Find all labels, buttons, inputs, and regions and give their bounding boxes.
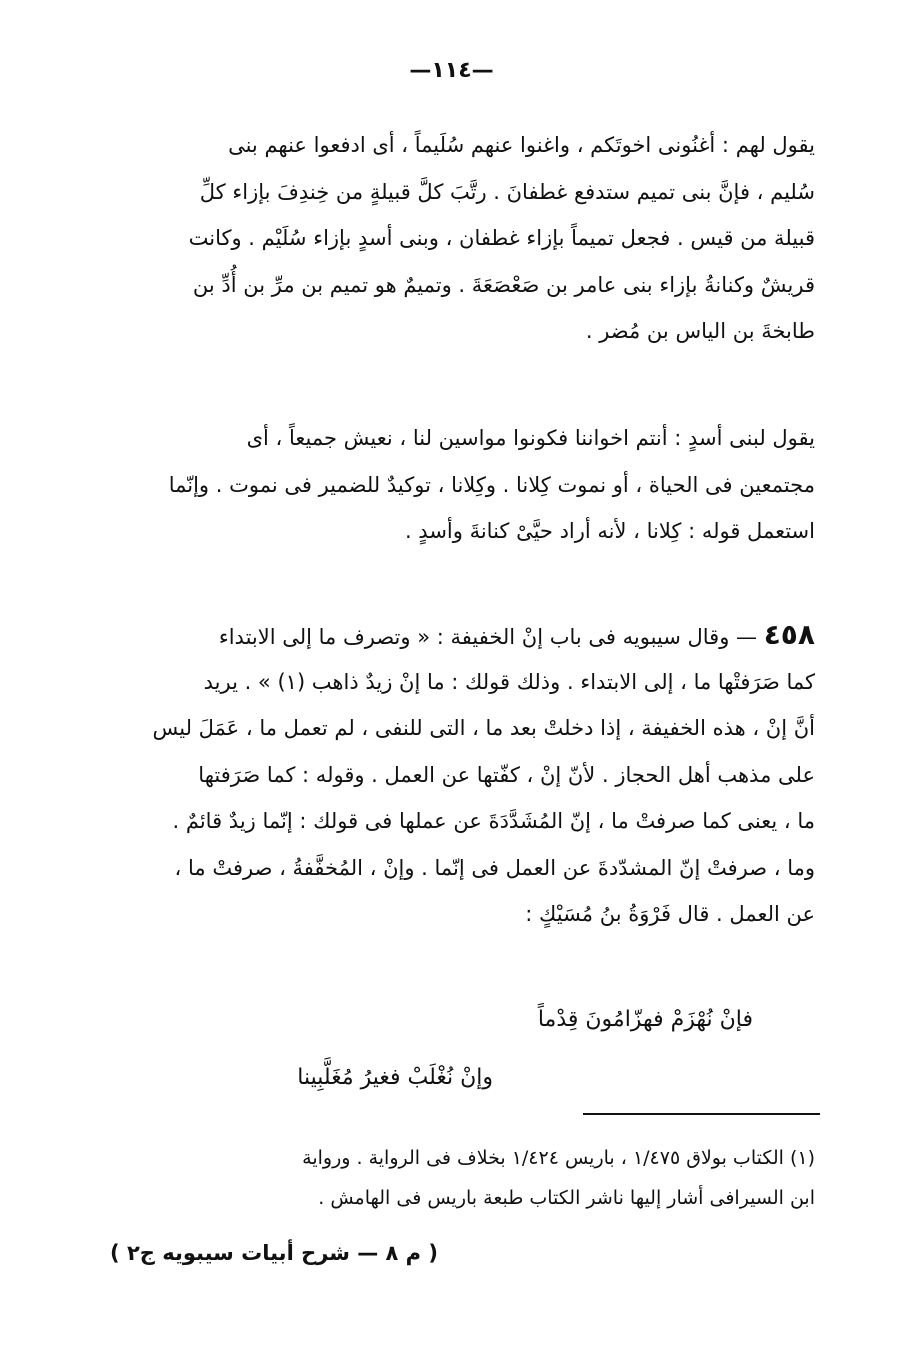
footnote <box>126 1138 815 1218</box>
verse-line-2: وإنْ نُغْلَبْ فغيرُ مُغَلَّبِينا <box>297 1065 493 1090</box>
paragraph-line: يقول لهم : أغنُونى اخوتَكم ، واغنوا عنهم سُلَيماً ، أى ادفعوا عنهم بنى <box>228 133 815 157</box>
paragraph-3 <box>126 612 815 938</box>
paragraph-line-text: — وقال سيبويه فى باب إنْ الخفيفة : « وتصرف ما إلى الابتداء <box>218 625 758 649</box>
paragraph-2 <box>126 415 815 555</box>
paragraph-line: كما صَرَفتْها ما ، إلى الابتداء . وذلك قولك : ما إنْ زيدٌ ذاهب (١) » . يريد <box>203 669 815 694</box>
signature-mark: ( م ٨ — شرح أبيات سيبويه ج٢ ) <box>110 1241 438 1265</box>
paragraph-line: عن العمل . قال فَرْوَةُ بنُ مُسَيْكٍ : <box>525 902 815 926</box>
footnote-line: (١) الكتاب بولاق ١/٤٧٥ ، باريس ١/٤٢٤ بخلاف فى الرواية . ورواية <box>302 1147 815 1169</box>
paragraph-line: قبيلة من قيس . فجعل تميماً بإزاء غطفان ، وبنى أسدٍ بإزاء سُلَيْم . وكانت <box>188 226 815 250</box>
paragraph-line: وما ، صرفتْ إنّ المشدّدةَ عن العمل فى إنّما . وإنْ ، المُخفَّفةُ ، صرفتْ ما ، <box>174 855 815 880</box>
paragraph-line: ما ، يعنى كما صرفتْ ما ، إنّ المُشَدَّدَةَ عن عملها فى قولك : إنّما زيدٌ قائمٌ . <box>172 809 815 833</box>
footnote-line: ابن السيرافى أشار إليها ناشر الكتاب طبعة باريس فى الهامش . <box>318 1187 815 1209</box>
paragraph-line: يقول لبنى أسدٍ : أنتم اخواننا فكونوا مواسين لنا ، نعيش جميعاً ، أى <box>246 426 815 450</box>
paragraph-line: استعمل قوله : كِلانا ، لأنه أراد حيَّىْ كنانةَ وأسدٍ . <box>404 519 815 543</box>
entry-number: ٤٥٨ <box>763 618 815 651</box>
paragraph-line: مجتمعين فى الحياة ، أو نموت كِلانا . وكِلانا ، توكيدٌ للضمير فى نموت . وإنّما <box>168 472 815 497</box>
paragraph-1 <box>126 122 815 355</box>
paragraph-line: على مذهب أهل الحجاز . لأنّ إنْ ، كفّتها عن العمل . وقوله : كما صَرَفتها <box>198 762 815 787</box>
paragraph-line: أنَّ إنْ ، هذه الخفيفة ، إذا دخلتْ بعد ما ، التى للنفى ، لم تعمل ما ، عَمَلَ ليس <box>152 716 815 740</box>
paragraph-line: طابخةَ بن الياس بن مُضر . <box>585 319 815 343</box>
paragraph-line: سُليم ، فإنَّ بنى تميم ستدفع غطفانَ . رتَّبَ كلَّ قبيلةٍ من خِندِفَ بإزاء كلِّ <box>199 179 815 204</box>
footnote-divider <box>583 1113 820 1115</box>
page-number: —١١٤— <box>409 58 494 83</box>
verse-line-1: فإنْ نُهْزَمْ فهزّامُونَ قِدْماً <box>537 1007 753 1032</box>
paragraph-line: قريشٌ وكنانةُ بإزاء بنى عامر بن صَعْصَعَةَ . وتميمٌ هو تميم بن مرِّ بن أُدِّ بن <box>192 272 815 297</box>
paragraph-line <box>126 612 815 659</box>
